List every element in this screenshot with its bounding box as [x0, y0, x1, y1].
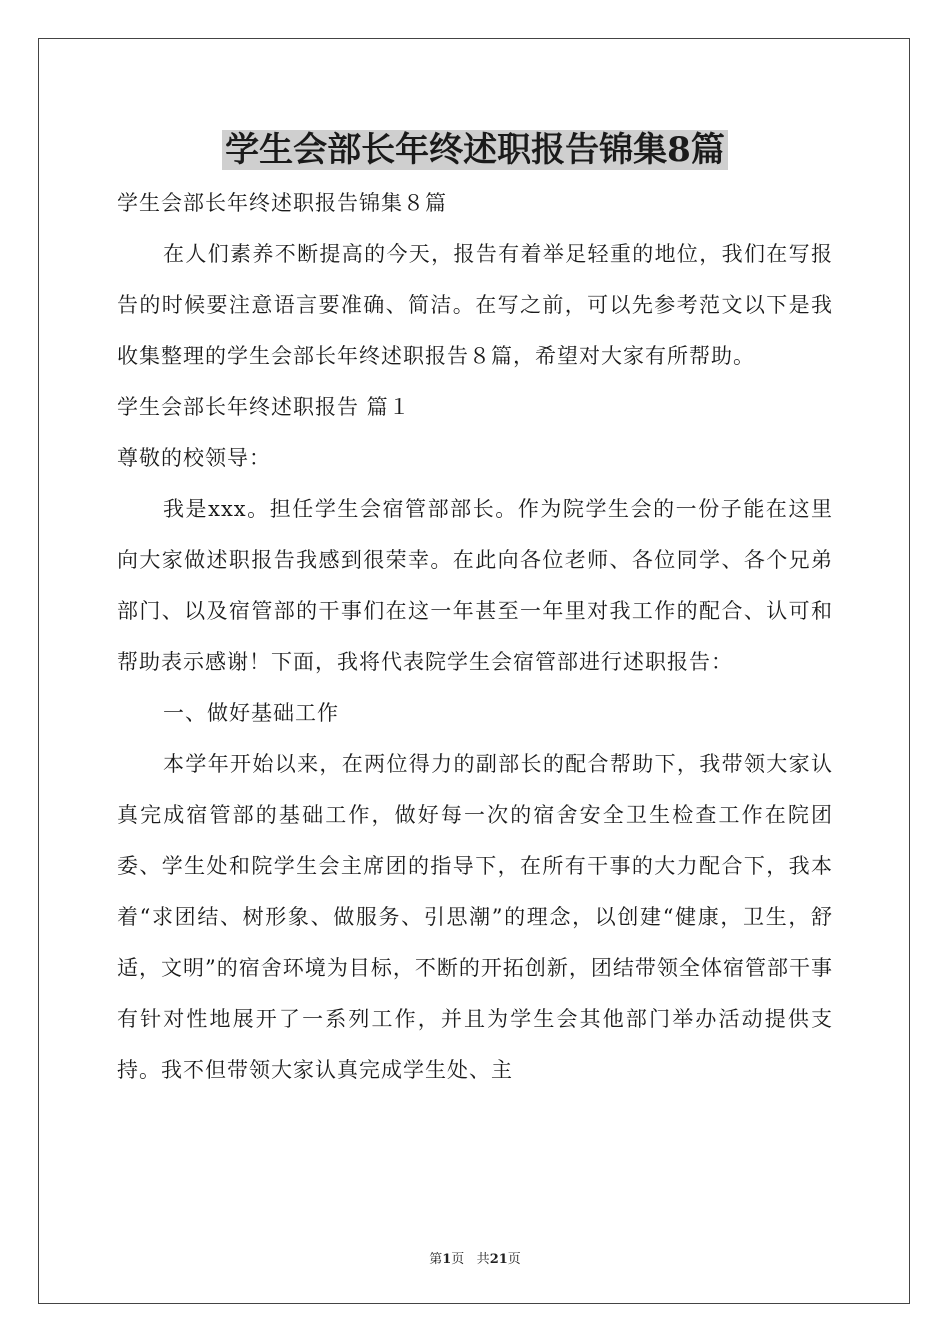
paragraph: 一、做好基础工作: [163, 701, 339, 725]
paragraph: 学生会部长年终述职报告锦集８篇: [117, 191, 447, 215]
footer-total-pages: 21: [489, 1252, 508, 1267]
paragraph: 我是xxx。担任学生会宿管部部长。作为院学生会的一份子能在这里向大家做述职报告我感到很荣幸。在此向各位老师、各位同学、各个兄弟部门、以及宿管部的干事们在这一年甚至一年里对我工作的配合、认可和帮助表示感谢！下面，我将代表院学生会宿管部进行述职报告：: [117, 497, 833, 674]
page-footer: [0, 1248, 950, 1267]
document-title-text: 学生会部长年终述职报告锦集8篇: [222, 130, 728, 170]
footer-page-suffix: 页: [451, 1252, 465, 1267]
footer-total-prefix: 共: [476, 1252, 490, 1267]
paragraph: 在人们素养不断提高的今天，报告有着举足轻重的地位，我们在写报告的时候要注意语言要准确、简洁。在写之前，可以先参考范文以下是我收集整理的学生会部长年终述职报告８篇，希望对大家有所帮助。: [117, 242, 833, 368]
document-body: [117, 178, 833, 1096]
footer-page-number: 1: [442, 1252, 452, 1267]
paragraph: 学生会部长年终述职报告 篇１: [117, 395, 411, 419]
paragraph: 本学年开始以来，在两位得力的副部长的配合帮助下，我带领大家认真完成宿管部的基础工作，做好每一次的宿舍安全卫生检查工作在院团委、学生处和院学生会主席团的指导下，在所有干事的大力配合下，我本着“求团结、树形象、做服务、引思潮”的理念，以创建“健康，卫生，舒适，文明”的宿舍环境为目标，不断的开拓创新，团结带领全体宿管部干事有针对性地展开了一系列工作，并且为学生会其他部门举办活动提供支持。我不但带领大家认真完成学生处、主: [117, 752, 833, 1082]
document-title: [0, 126, 950, 174]
footer-page-prefix: 第: [429, 1252, 443, 1267]
paragraph: 尊敬的校领导：: [117, 446, 271, 470]
footer-total-suffix: 页: [507, 1252, 521, 1267]
